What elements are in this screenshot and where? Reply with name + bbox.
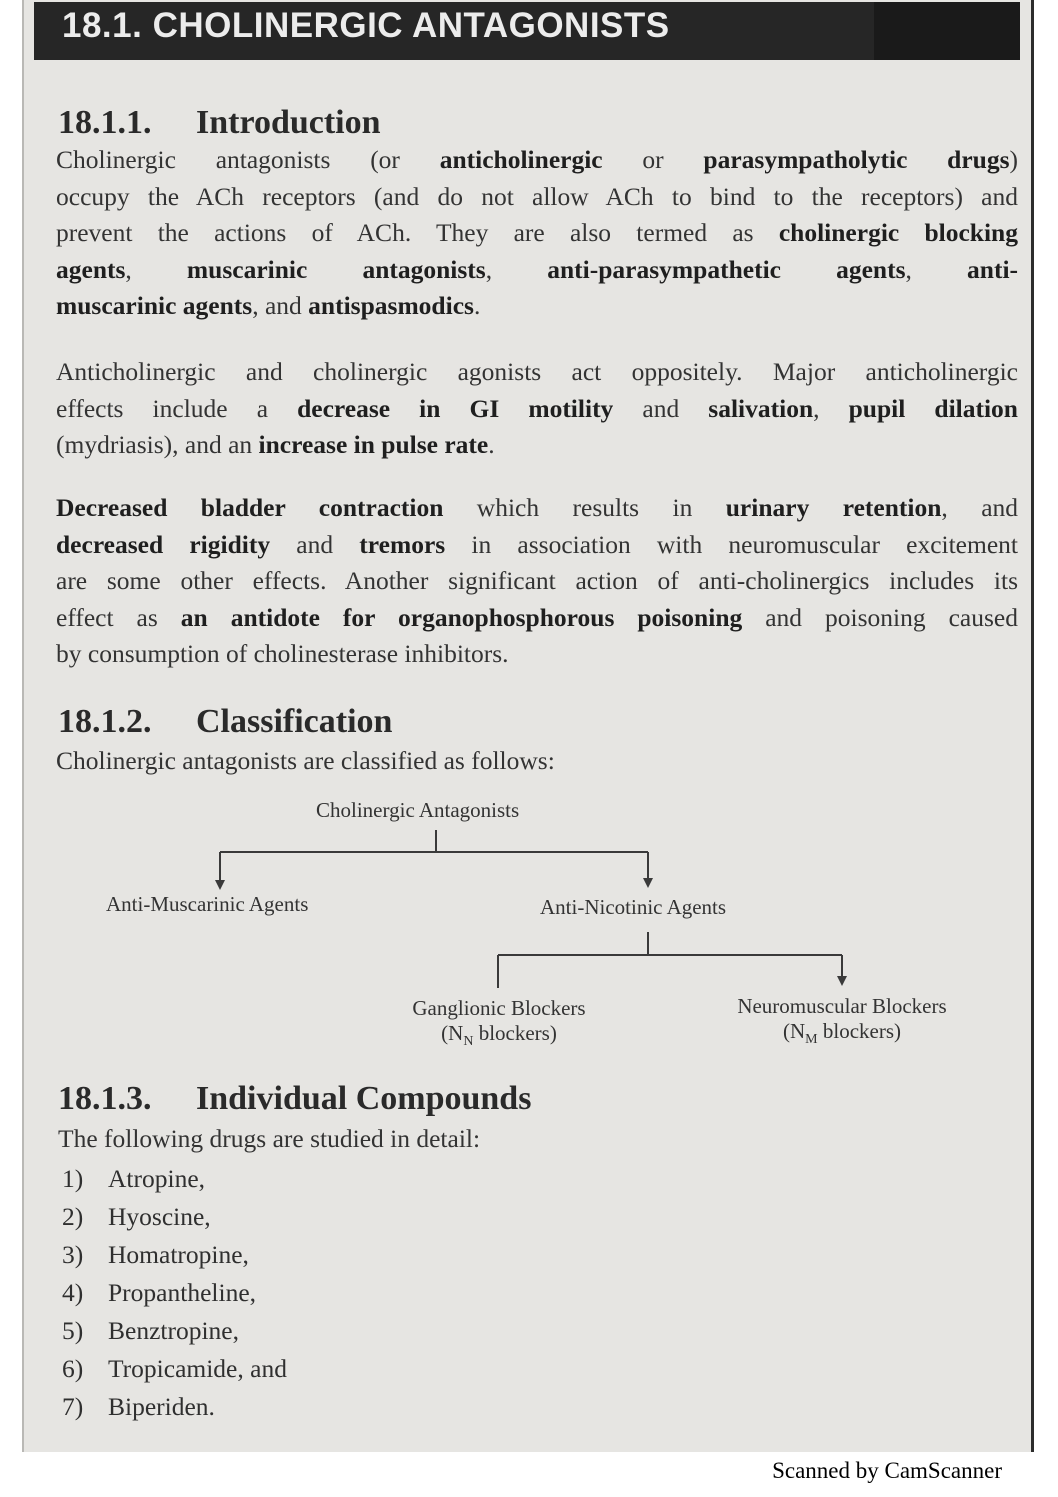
bold-term: cholinergic blocking	[778, 218, 1018, 247]
list-item	[62, 1312, 287, 1350]
compounds-list	[62, 1160, 287, 1426]
list-item-number: 3)	[62, 1240, 84, 1269]
bold-term: anti-parasympathetic agents	[547, 254, 906, 284]
paragraph-line: Cholinergic antagonists (or anticholinergic or parasympatholytic drugs)	[56, 145, 1018, 174]
list-item-text: Benztropine,	[108, 1316, 239, 1345]
paragraph-line: muscarinic agents, and antispasmodics.	[56, 291, 481, 320]
compounds-heading	[58, 1080, 531, 1118]
paragraph-line: by consumption of cholinesterase inhibitors.	[56, 639, 509, 668]
paragraph-line: decreased rigidity and tremors in association with neuromuscular excitement	[56, 529, 1018, 559]
list-item-number: 2)	[62, 1202, 84, 1231]
bold-term: tremors	[359, 529, 446, 559]
paragraph-line: agents, muscarinic antagonists, anti-parasympathetic agents, anti-	[56, 254, 1018, 284]
tree-node-root: Cholinergic Antagonists	[316, 798, 520, 822]
classification-number: 18.1.2.	[58, 703, 152, 740]
list-item	[62, 1388, 287, 1426]
bold-term: urinary retention	[725, 493, 942, 522]
ganglionic-pre: (N	[441, 1021, 464, 1045]
bold-term: salivation	[708, 393, 814, 423]
bold-term: anticholinergic	[439, 145, 603, 174]
compounds-intro: The following drugs are studied in detail:	[58, 1124, 481, 1153]
list-item-number: 4)	[62, 1278, 84, 1307]
bold-term: an antidote for organophosphorous poisoning	[180, 602, 743, 632]
paragraph-line: are some other effects. Another significant action of anti-cholinergics includes its	[56, 566, 1018, 595]
neuromuscular-post: blockers)	[817, 1019, 901, 1043]
neuromuscular-pre: (N	[782, 1019, 806, 1043]
neuromuscular-label: Neuromuscular Blockers	[737, 994, 947, 1018]
paragraph-line: effect as an antidote for organophosphorous poisoning and poisoning caused	[56, 602, 1018, 632]
tree-node-antimuscarinic: Anti-Muscarinic Agents	[106, 892, 309, 916]
tree-arrow-antimuscarinic	[215, 880, 225, 890]
bold-term: agents	[56, 254, 126, 284]
tree-node-ganglionic	[397, 996, 601, 1050]
list-item	[62, 1236, 287, 1274]
classification-title: Classification	[196, 703, 393, 740]
compounds-number: 18.1.3.	[58, 1080, 152, 1117]
list-item-number: 1)	[62, 1164, 84, 1193]
paragraph-line: occupy the ACh receptors (and do not allow ACh to bind to the receptors) and	[56, 181, 1018, 211]
bold-term: anti-	[967, 254, 1018, 284]
bold-term: decreased rigidity	[56, 529, 271, 559]
bold-term: increase in pulse rate	[258, 430, 489, 459]
list-item-text: Biperiden.	[108, 1392, 215, 1421]
paragraph-line: effects include a decrease in GI motility and salivation, pupil dilation	[56, 393, 1018, 423]
paragraph-line: Anticholinergic and cholinergic agonists act oppositely. Major anticholinergic	[56, 357, 1018, 386]
ganglionic-sublabel	[397, 1021, 601, 1050]
tree-node-neuromuscular	[720, 994, 964, 1048]
chapter-title: 18.1. CHOLINERGIC ANTAGONISTS	[62, 6, 670, 45]
list-item	[62, 1274, 287, 1312]
neuromuscular-sublabel	[720, 1019, 964, 1048]
ganglionic-label: Ganglionic Blockers	[412, 996, 586, 1020]
paragraph-line: (mydriasis), and an increase in pulse rate.	[56, 430, 495, 459]
list-item	[62, 1350, 287, 1388]
tree-arrow-antinicotinic	[643, 878, 653, 888]
bold-term: parasympatholytic drugs	[703, 145, 1010, 174]
list-item	[62, 1198, 287, 1236]
introduction-title: Introduction	[196, 104, 381, 141]
compounds-title: Individual Compounds	[196, 1080, 532, 1117]
bold-term: pupil dilation	[848, 393, 1018, 423]
tree-arrow-neuromuscular	[837, 976, 847, 986]
list-item-text: Propantheline,	[108, 1278, 257, 1307]
neuromuscular-subscript: M	[805, 1032, 818, 1048]
bold-term: muscarinic agents	[56, 291, 253, 320]
list-item-text: Atropine,	[108, 1164, 206, 1193]
list-item-text: Tropicamide, and	[108, 1354, 287, 1383]
bold-term: antispasmodics	[308, 291, 474, 320]
introduction-number: 18.1.1.	[58, 104, 152, 141]
bold-term: muscarinic antagonists	[186, 254, 486, 284]
bold-term: Decreased bladder contraction	[56, 493, 444, 522]
ganglionic-subscript: N	[463, 1034, 474, 1050]
list-item	[62, 1160, 287, 1198]
tree-node-antinicotinic: Anti-Nicotinic Agents	[540, 895, 727, 919]
list-item-number: 5)	[62, 1316, 84, 1345]
scanner-watermark: Scanned by CamScanner	[772, 1458, 1002, 1483]
paragraph-line: prevent the actions of ACh. They are also termed as cholinergic blocking	[56, 218, 1018, 247]
list-item-number: 6)	[62, 1354, 84, 1383]
classification-intro: Cholinergic antagonists are classified as follows:	[56, 746, 555, 775]
bold-term: decrease in GI motility	[297, 393, 614, 423]
paragraph-line: Decreased bladder contraction which results in urinary retention, and	[56, 493, 1018, 522]
ganglionic-post: blockers)	[473, 1021, 557, 1045]
list-item-text: Homatropine,	[108, 1240, 249, 1269]
list-item-text: Hyoscine,	[108, 1202, 211, 1231]
list-item-number: 7)	[62, 1392, 84, 1421]
